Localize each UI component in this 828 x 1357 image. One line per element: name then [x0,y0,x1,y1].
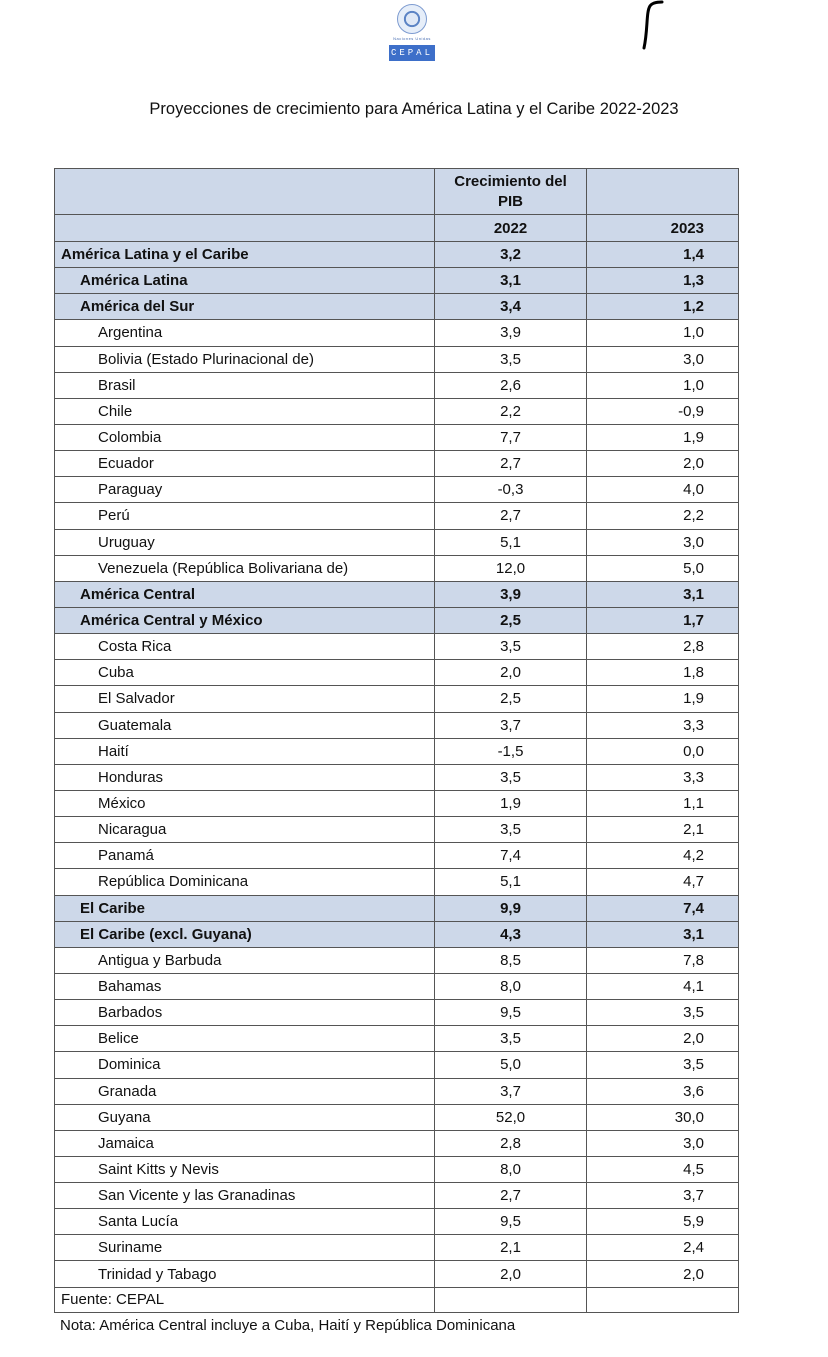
value-2022: 2,0 [435,1261,587,1287]
value-2023: 4,1 [587,973,739,999]
row-label: Chile [55,398,435,424]
table-row [55,320,739,346]
table-row [55,607,739,633]
value-2022: 3,4 [435,294,587,320]
table-row [55,947,739,973]
value-2022: 5,1 [435,529,587,555]
value-2022: 3,5 [435,634,587,660]
row-label: Bolivia (Estado Plurinacional de) [55,346,435,372]
value-2023: 3,7 [587,1183,739,1209]
row-label: Paraguay [55,477,435,503]
table-years-row [55,215,739,242]
row-label: Belice [55,1026,435,1052]
value-2022: 4,3 [435,921,587,947]
pen-mark-icon [636,0,676,55]
table-row [55,1130,739,1156]
row-label: Bahamas [55,973,435,999]
table-row [55,398,739,424]
value-2023: 1,1 [587,790,739,816]
table-row [55,686,739,712]
table-row [55,790,739,816]
table-row [55,242,739,268]
row-label: Uruguay [55,529,435,555]
value-2023: 1,9 [587,424,739,450]
row-label: América Latina y el Caribe [55,242,435,268]
value-2023: 4,5 [587,1156,739,1182]
value-2022: 9,9 [435,895,587,921]
value-2022: 7,4 [435,843,587,869]
row-label: Costa Rica [55,634,435,660]
row-label: Honduras [55,764,435,790]
value-2023: 30,0 [587,1104,739,1130]
row-label: América Central y México [55,607,435,633]
value-2022: 2,5 [435,607,587,633]
row-label: Jamaica [55,1130,435,1156]
table-row [55,764,739,790]
value-2023: 3,0 [587,346,739,372]
table-row [55,503,739,529]
row-label: América Central [55,581,435,607]
value-2023: 2,4 [587,1235,739,1261]
value-2023: 3,3 [587,712,739,738]
logo-name: CEPAL [389,45,435,61]
value-2022: 3,1 [435,268,587,294]
value-2022: 2,7 [435,1183,587,1209]
value-2022: 8,0 [435,1156,587,1182]
table-row [55,1104,739,1130]
table-row [55,843,739,869]
value-2023: 4,7 [587,869,739,895]
value-2022: 3,9 [435,581,587,607]
value-2022: -1,5 [435,738,587,764]
row-label: Perú [55,503,435,529]
value-2023: 7,8 [587,947,739,973]
table-row [55,817,739,843]
value-2023: 5,9 [587,1209,739,1235]
row-label: República Dominicana [55,869,435,895]
row-label: Cuba [55,660,435,686]
row-label: América del Sur [55,294,435,320]
value-2023: 3,0 [587,1130,739,1156]
value-2022: 2,7 [435,451,587,477]
table-row [55,581,739,607]
table-row [55,712,739,738]
table-row [55,1156,739,1182]
table-header-row [55,169,739,215]
table-row [55,1000,739,1026]
value-2022: 5,1 [435,869,587,895]
value-2023: 2,0 [587,1026,739,1052]
row-label: Haití [55,738,435,764]
value-2022: 2,7 [435,503,587,529]
value-2022: 3,9 [435,320,587,346]
table-row [55,895,739,921]
value-2022: 2,0 [435,660,587,686]
value-2023: 4,2 [587,843,739,869]
row-label: Trinidad y Tabago [55,1261,435,1287]
row-label: América Latina [55,268,435,294]
value-2022: 9,5 [435,1000,587,1026]
table-row [55,1052,739,1078]
value-2022: 2,8 [435,1130,587,1156]
table-row [55,451,739,477]
table-row [55,1183,739,1209]
table-row [55,660,739,686]
header-gdp: Crecimiento del PIB [435,169,587,215]
row-label: Dominica [55,1052,435,1078]
table-row [55,1026,739,1052]
cepal-logo [388,4,436,61]
table-row [55,973,739,999]
value-2022: 8,5 [435,947,587,973]
value-2023: 2,8 [587,634,739,660]
table-row [55,738,739,764]
value-2022: -0,3 [435,477,587,503]
row-label: México [55,790,435,816]
row-label: Colombia [55,424,435,450]
value-2022: 3,5 [435,764,587,790]
value-2022: 3,2 [435,242,587,268]
row-label: Saint Kitts y Nevis [55,1156,435,1182]
value-2022: 3,5 [435,346,587,372]
year-2022: 2022 [435,215,587,242]
value-2022: 2,6 [435,372,587,398]
table-row [55,869,739,895]
value-2023: 7,4 [587,895,739,921]
table-row [55,555,739,581]
value-2023: 1,0 [587,372,739,398]
growth-table [54,168,739,1313]
row-label: Barbados [55,1000,435,1026]
row-label: Venezuela (República Bolivariana de) [55,555,435,581]
table-row [55,634,739,660]
row-label: Granada [55,1078,435,1104]
value-2022: 2,1 [435,1235,587,1261]
table-row [55,529,739,555]
value-2022: 3,5 [435,817,587,843]
value-2023: 4,0 [587,477,739,503]
un-emblem-icon [397,4,427,34]
value-2023: 1,9 [587,686,739,712]
value-2023: 1,0 [587,320,739,346]
row-label: Ecuador [55,451,435,477]
value-2022: 9,5 [435,1209,587,1235]
row-label: Argentina [55,320,435,346]
value-2022: 3,5 [435,1026,587,1052]
value-2022: 2,5 [435,686,587,712]
table-row [55,921,739,947]
value-2023: 5,0 [587,555,739,581]
row-label: Guatemala [55,712,435,738]
row-label: Santa Lucía [55,1209,435,1235]
page-title: Proyecciones de crecimiento para América Latina y el Caribe 2022-2023 [149,100,679,118]
value-2023: 3,6 [587,1078,739,1104]
table-row [55,1235,739,1261]
value-2022: 12,0 [435,555,587,581]
value-2022: 8,0 [435,973,587,999]
value-2022: 5,0 [435,1052,587,1078]
value-2023: 3,0 [587,529,739,555]
value-2023: 2,0 [587,1261,739,1287]
footnote: Nota: América Central incluye a Cuba, Haití y República Dominicana [60,1317,516,1334]
value-2022: 3,7 [435,712,587,738]
table-row [55,1209,739,1235]
value-2022: 52,0 [435,1104,587,1130]
row-label: El Salvador [55,686,435,712]
value-2022: 2,2 [435,398,587,424]
value-2023: 0,0 [587,738,739,764]
row-label: El Caribe (excl. Guyana) [55,921,435,947]
row-label: San Vicente y las Granadinas [55,1183,435,1209]
table-row [55,372,739,398]
year-2023: 2023 [587,215,739,242]
row-label: Nicaragua [55,817,435,843]
value-2023: -0,9 [587,398,739,424]
value-2023: 2,0 [587,451,739,477]
value-2023: 3,1 [587,921,739,947]
table-row [55,294,739,320]
row-label: El Caribe [55,895,435,921]
row-label: Suriname [55,1235,435,1261]
value-2023: 1,7 [587,607,739,633]
value-2022: 1,9 [435,790,587,816]
source-label: Fuente: CEPAL [55,1287,435,1312]
table-row [55,268,739,294]
value-2023: 2,1 [587,817,739,843]
row-label: Antigua y Barbuda [55,947,435,973]
row-label: Panamá [55,843,435,869]
value-2022: 3,7 [435,1078,587,1104]
value-2023: 3,1 [587,581,739,607]
value-2023: 3,3 [587,764,739,790]
row-label: Brasil [55,372,435,398]
value-2023: 3,5 [587,1052,739,1078]
value-2023: 1,3 [587,268,739,294]
table-row [55,1078,739,1104]
value-2023: 2,2 [587,503,739,529]
value-2023: 3,5 [587,1000,739,1026]
table-row [55,1261,739,1287]
value-2023: 1,2 [587,294,739,320]
value-2023: 1,8 [587,660,739,686]
row-label: Guyana [55,1104,435,1130]
source-row [55,1287,739,1312]
value-2023: 1,4 [587,242,739,268]
logo-org: Naciones Unidas [393,36,431,41]
table-row [55,477,739,503]
table-row [55,346,739,372]
value-2022: 7,7 [435,424,587,450]
table-row [55,424,739,450]
